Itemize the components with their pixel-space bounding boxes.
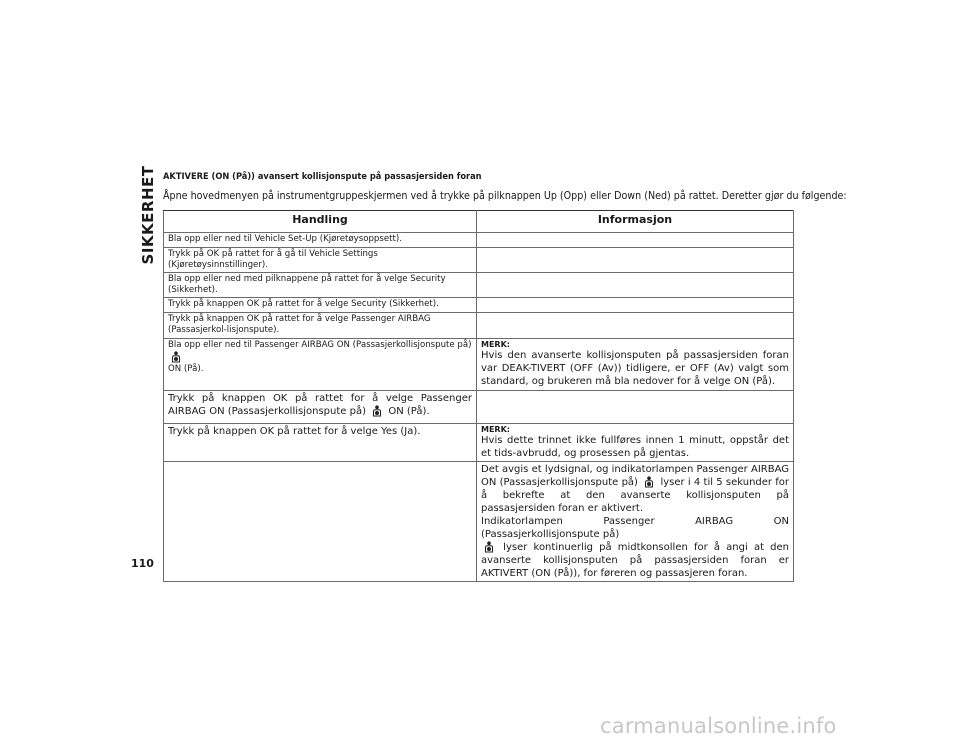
action-cell: Trykk på knappen OK på rattet for å velge Yes (Ja). — [164, 424, 477, 462]
action-cell — [164, 339, 477, 391]
action-text: ON (På). — [168, 364, 204, 374]
info-cell — [477, 313, 794, 339]
info-cell — [477, 248, 794, 273]
action-cell: Bla opp eller ned med pilknappene på rattet for å velge Security (Sikkerhet). — [164, 273, 477, 298]
action-cell — [164, 462, 477, 582]
table-row — [164, 462, 794, 582]
info-cell — [477, 424, 794, 462]
table-row — [164, 391, 794, 424]
note-text: Hvis dette trinnet ikke fullføres innen 1 minutt, oppstår det et tids-avbrudd, og prosessen på gjentas. — [481, 435, 789, 459]
header-informasjon: Informasjon — [477, 211, 794, 233]
note-text: Hvis den avanserte kollisjonsputen på passasjersiden foran var DEAK-TIVERT (OFF (Av)) tidligere, er OFF (Av) valgt som standard, og brukeren må bla nedover for å velge ON (På). — [481, 350, 789, 387]
info-cell — [477, 298, 794, 313]
action-text: ON (På). — [388, 406, 430, 417]
action-cell — [164, 391, 477, 424]
info-cell — [477, 339, 794, 391]
table-row — [164, 424, 794, 462]
passenger-airbag-icon — [484, 541, 494, 553]
section-tab — [138, 165, 158, 265]
action-cell: Bla opp eller ned til Vehicle Set-Up (Kjøretøysoppsett). — [164, 233, 477, 248]
passenger-airbag-icon — [171, 351, 181, 363]
passenger-airbag-icon — [372, 405, 382, 417]
procedure-table — [163, 210, 794, 582]
action-text: Bla opp eller ned til Passenger AIRBAG ON (Passasjerkollisjonspute på) — [168, 340, 472, 350]
action-cell: Trykk på OK på rattet for å gå til Vehicle Settings (Kjøretøysinnstillinger). — [164, 248, 477, 273]
action-cell: Trykk på knappen OK på rattet for å velge Passenger AIRBAG (Passasjerkol-lisjonspute). — [164, 313, 477, 339]
note-label: MERK: — [481, 340, 510, 349]
table-header-row — [164, 211, 794, 233]
page-number: 110 — [131, 557, 154, 570]
header-handling: Handling — [164, 211, 477, 233]
table-row — [164, 313, 794, 339]
intro-paragraph: Åpne hovedmenyen på instrumentgruppeskjermen ved å trykke på pilknappen Up (Opp) eller Down (Ned) på rattet. Deretter gjør du følgende: — [163, 190, 847, 202]
info-cell — [477, 462, 794, 582]
section-tab-label: SIKKERHET — [139, 165, 157, 265]
table-row — [164, 233, 794, 248]
table-row — [164, 298, 794, 313]
table-row — [164, 273, 794, 298]
note-label: MERK: — [481, 425, 510, 434]
info-cell — [477, 391, 794, 424]
watermark: carmanualsonline.info — [600, 714, 837, 738]
section-heading: AKTIVERE (ON (På)) avansert kollisjonspute på passasjersiden foran — [163, 172, 482, 182]
action-cell: Trykk på knappen OK på rattet for å velge Security (Sikkerhet). — [164, 298, 477, 313]
passenger-airbag-icon — [644, 476, 654, 488]
table-row — [164, 339, 794, 391]
info-cell — [477, 273, 794, 298]
info-text: lyser kontinuerlig på midtkonsollen for å angi at den avanserte kollisjonsputen på passasjersiden foran er AKTIVERT (ON (På)), for føreren og passasjeren foran. — [481, 542, 789, 579]
info-text: Indikatorlampen Passenger AIRBAG ON (Passasjerkollisjonspute på) — [481, 516, 789, 540]
info-text: lyser i 4 til 5 sekunder for å bekrefte at den avanserte kollisjonsputen på passasjersiden foran er aktivert. — [481, 477, 790, 514]
action-text: Trykk på knappen OK på rattet for å velge Passenger AIRBAG ON (Passasjerkollisjonspute på) — [168, 393, 472, 417]
table-row — [164, 248, 794, 273]
info-cell — [477, 233, 794, 248]
info-text: Det avgis et lydsignal, og indikatorlampen Passenger AIRBAG ON (Passasjerkollisjonspute på) — [481, 464, 789, 488]
